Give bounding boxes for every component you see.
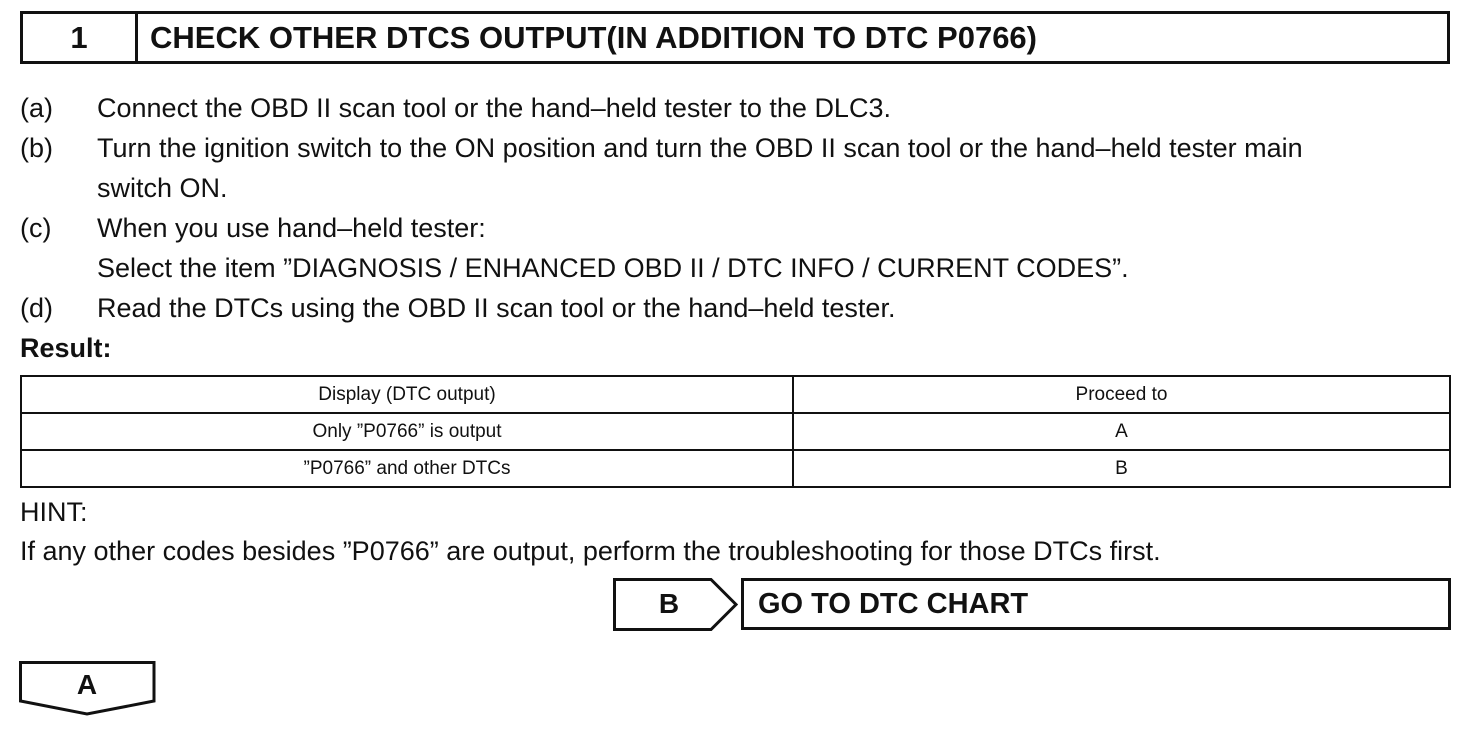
table-cell: A bbox=[793, 413, 1450, 450]
result-label: Result: bbox=[20, 333, 112, 363]
table-header-row bbox=[21, 376, 1450, 413]
instruction-text: Select the item ”DIAGNOSIS / ENHANCED OBD II / DTC INFO / CURRENT CODES”. bbox=[97, 253, 1129, 283]
branch-b-arrow bbox=[613, 578, 739, 637]
instruction-text: Connect the OBD II scan tool or the hand–held tester to the DLC3. bbox=[97, 93, 891, 123]
goto-dtc-chart-box: GO TO DTC CHART bbox=[741, 578, 1451, 630]
instruction-label: (b) bbox=[20, 133, 53, 163]
step-title: CHECK OTHER DTCS OUTPUT(IN ADDITION TO DTC P0766) bbox=[150, 19, 1037, 55]
result-table bbox=[20, 375, 1451, 488]
instruction-text: Read the DTCs using the OBD II scan tool or the hand–held tester. bbox=[97, 293, 896, 323]
step-header bbox=[20, 11, 1450, 64]
instruction-a bbox=[20, 88, 1460, 128]
table-row bbox=[21, 413, 1450, 450]
instruction-text: Turn the ignition switch to the ON position and turn the OBD II scan tool or the hand–held tester main bbox=[97, 133, 1303, 163]
branch-b-letter: B bbox=[658, 588, 680, 619]
step-number: 1 bbox=[23, 14, 138, 61]
table-cell: Only ”P0766” is output bbox=[21, 413, 793, 450]
branch-a-arrow bbox=[19, 661, 157, 722]
hint-text: If any other codes besides ”P0766” are output, perform the troubleshooting for those DTCs first. bbox=[20, 536, 1161, 566]
instruction-label: (a) bbox=[20, 93, 53, 123]
column-header-display: Display (DTC output) bbox=[21, 376, 793, 413]
instruction-label: (d) bbox=[20, 293, 53, 323]
instruction-b bbox=[20, 128, 1460, 208]
hint-label: HINT: bbox=[20, 497, 88, 527]
instruction-list bbox=[20, 88, 1460, 328]
table-cell: B bbox=[793, 450, 1450, 487]
instruction-d bbox=[20, 288, 1460, 328]
instruction-text: switch ON. bbox=[97, 173, 228, 203]
table-row bbox=[21, 450, 1450, 487]
instruction-c bbox=[20, 208, 1460, 288]
table-cell: ”P0766” and other DTCs bbox=[21, 450, 793, 487]
branch-a-letter: A bbox=[76, 669, 98, 700]
column-header-proceed: Proceed to bbox=[793, 376, 1450, 413]
instruction-text: When you use hand–held tester: bbox=[97, 213, 486, 243]
instruction-label: (c) bbox=[20, 213, 52, 243]
